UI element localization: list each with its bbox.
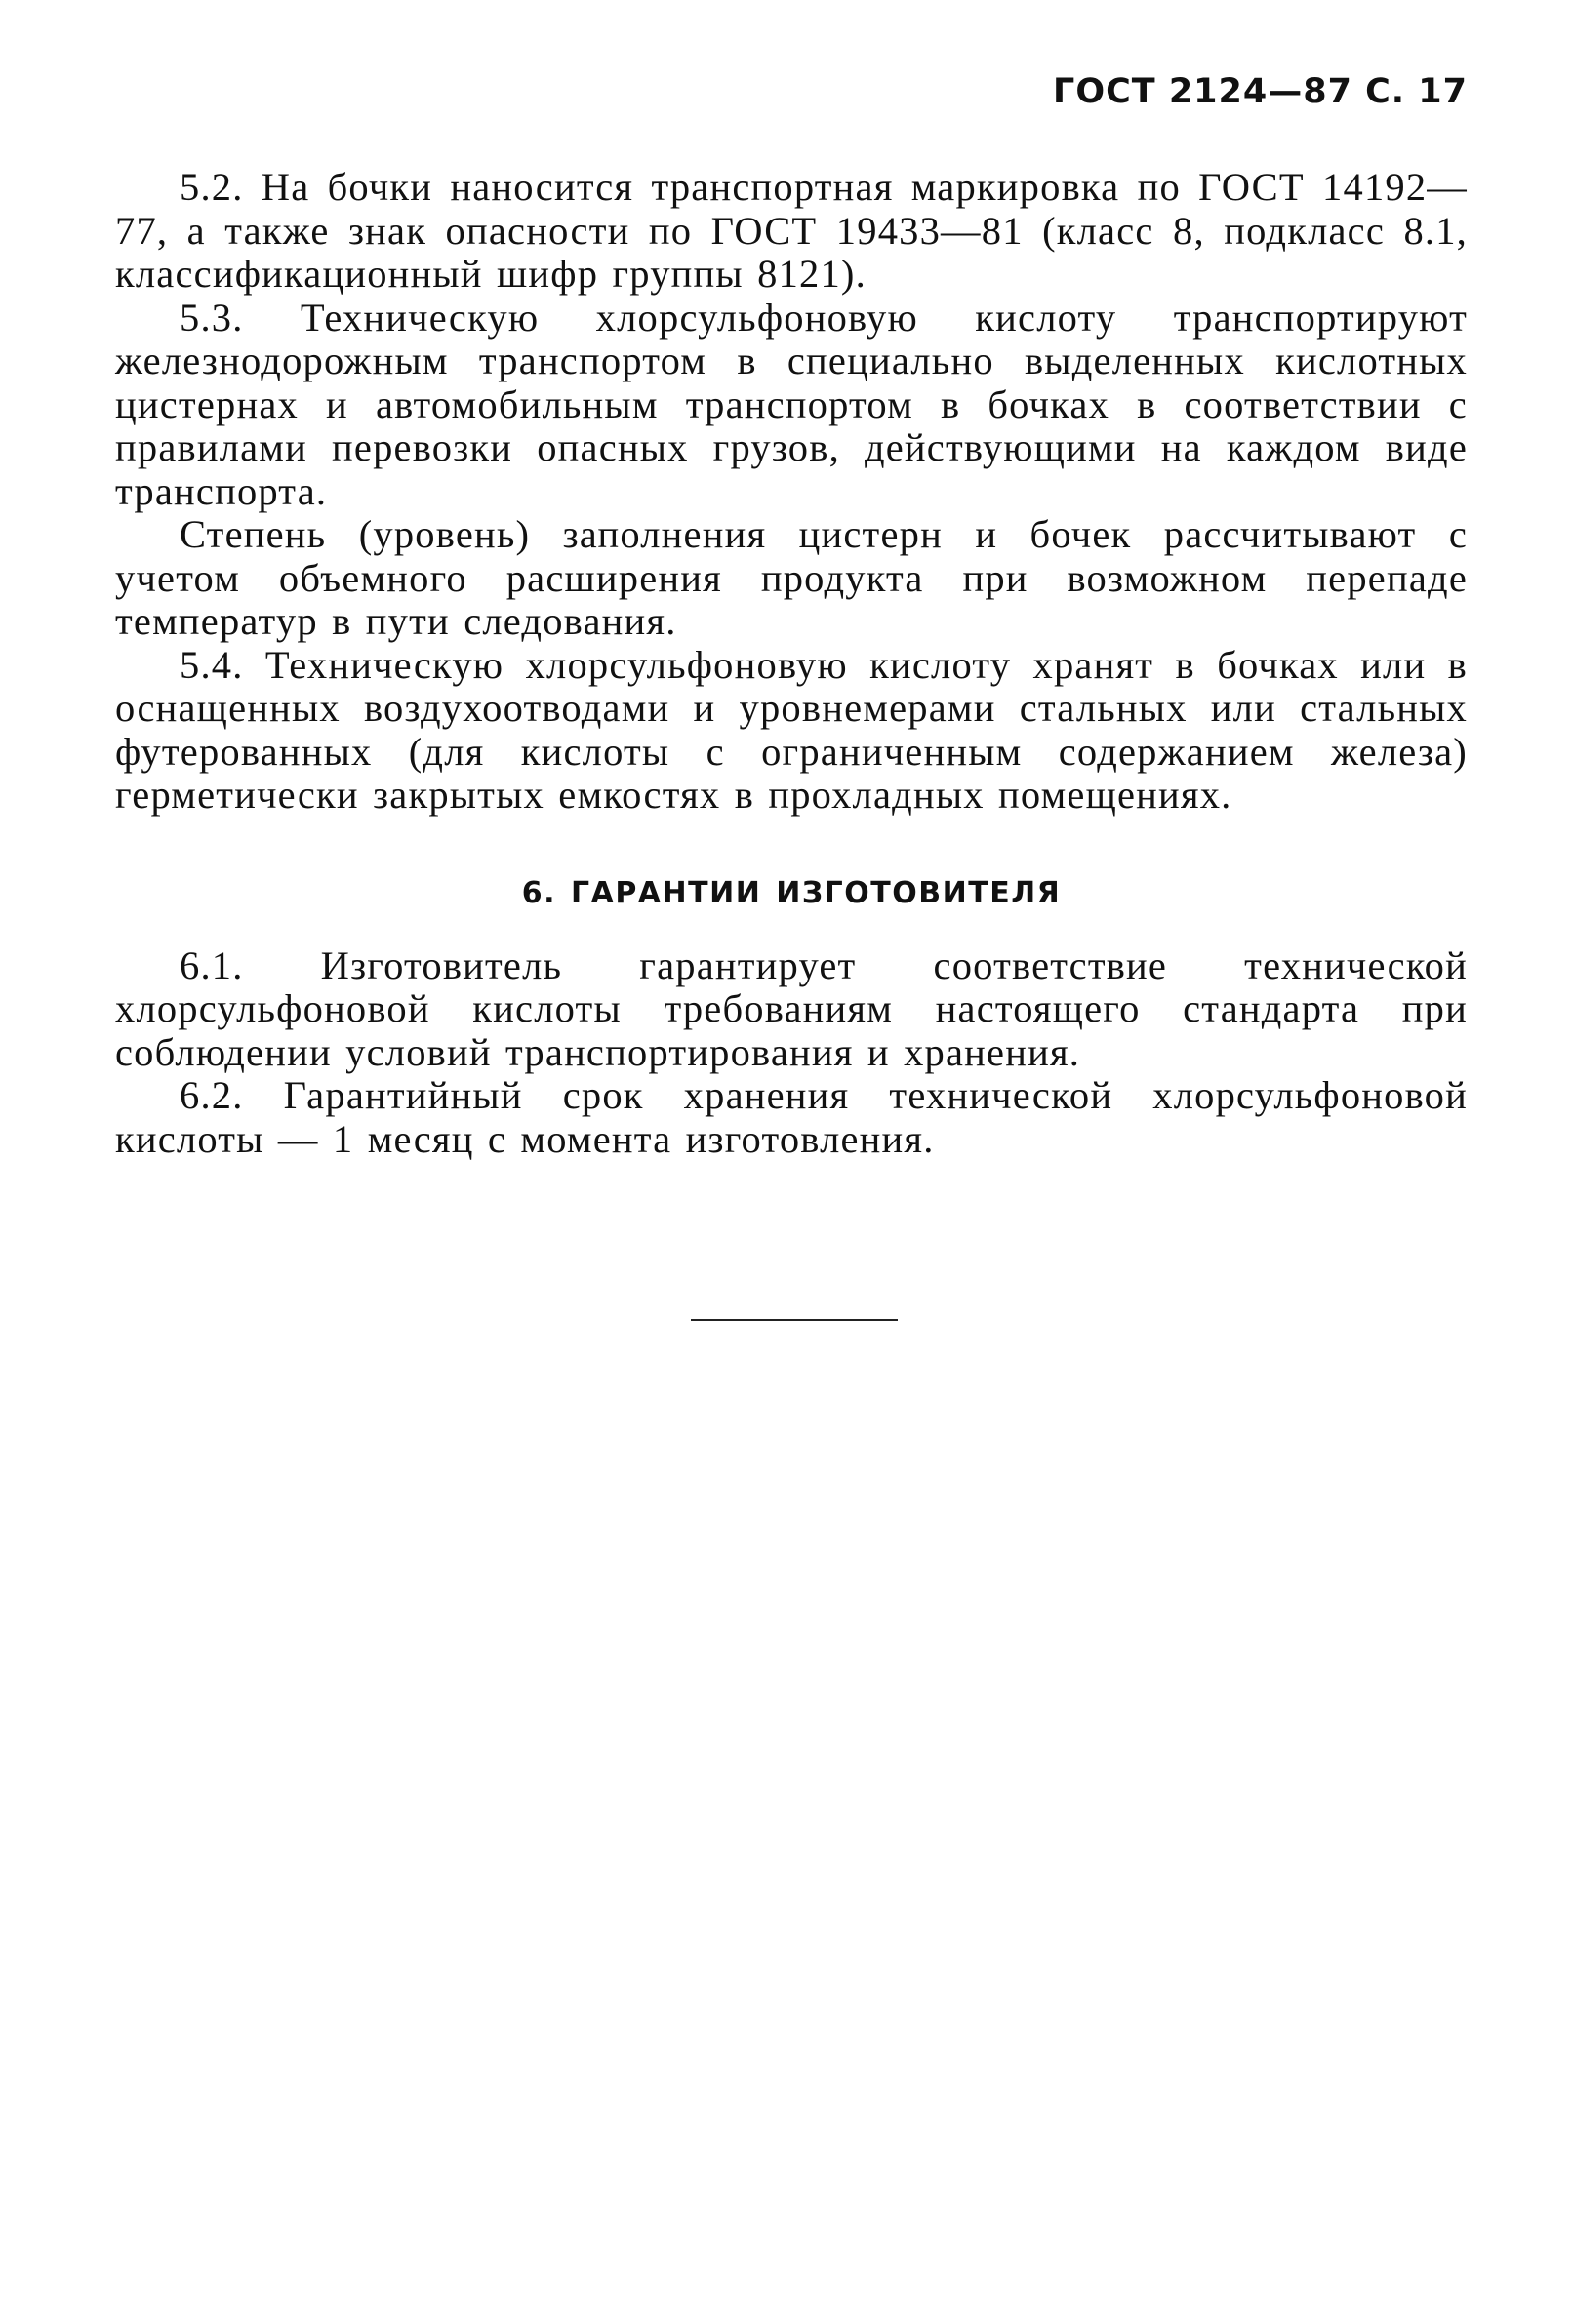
section-heading-6: 6. ГАРАНТИИ ИЗГОТОВИТЕЛЯ	[521, 875, 1062, 910]
paragraph-fill-level: Степень (уровень) заполнения цистерн и бочек рассчитывают с учетом объемного расширения продукта при возможном перепаде температур в пути следования.	[115, 512, 1468, 643]
paragraph-5-4: 5.4. Техническую хлорсульфоновую кислоту хранят в бочках или в оснащенных воздухоотводами и уровнемерами стальных или стальных футерованных (для кислоты с ограниченным содержанием железа) герметически закрытых емкостях в прохладных помещениях.	[115, 642, 1468, 817]
paragraph-5-2: 5.2. На бочки наносится транспортная маркировка по ГОСТ 14192—77, а также знак опасности по ГОСТ 19433—81 (класс 8, подкласс 8.1, классификационный шифр группы 8121).	[115, 165, 1468, 296]
running-header: ГОСТ 2124—87 С. 17	[1053, 72, 1468, 111]
end-of-text-rule	[691, 1319, 898, 1321]
body-text	[115, 166, 1468, 1161]
paragraph-5-3: 5.3. Техническую хлорсульфоновую кислоту транспортируют железнодорожным транспортом в специально выделенных кислотных цистернах и автомобильным транспортом в бочках в соответствии с правилами перевозки опасных грузов, действующими на каждом виде транспорта.	[115, 295, 1468, 513]
paragraph-6-2: 6.2. Гарантийный срок хранения технической хлорсульфоновой кислоты — 1 месяц с момента изготовления.	[115, 1073, 1468, 1161]
paragraph-6-1: 6.1. Изготовитель гарантирует соответствие технической хлорсульфоновой кислоты требованиям настоящего стандарта при соблюдении условий транспортирования и хранения.	[115, 942, 1468, 1074]
